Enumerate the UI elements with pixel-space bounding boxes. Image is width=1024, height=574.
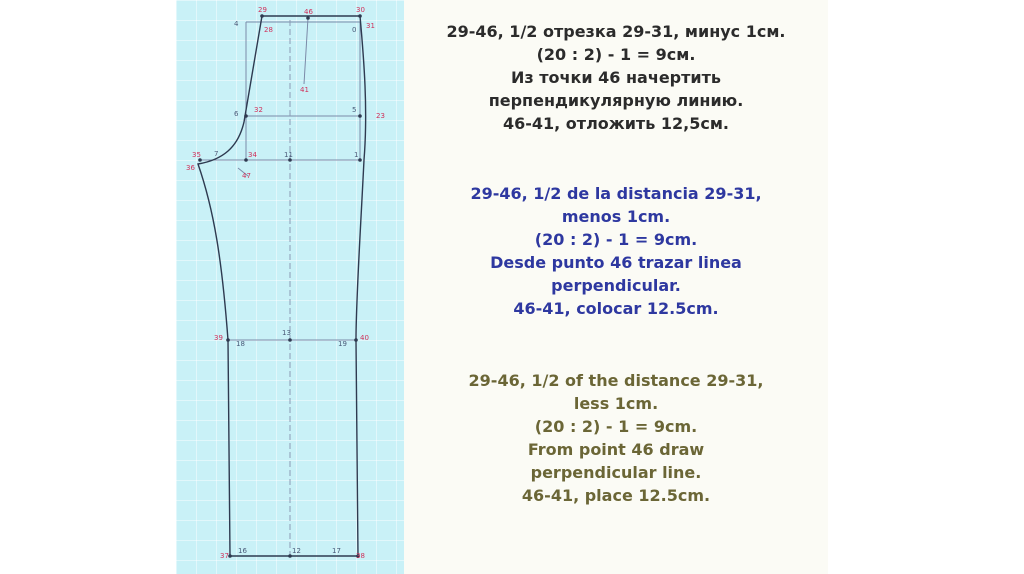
point-label-41: 41 xyxy=(300,86,309,94)
point-label-4: 4 xyxy=(234,20,239,28)
point-label-11: 11 xyxy=(284,151,293,159)
point-label-6: 6 xyxy=(234,110,239,118)
point-label-34: 34 xyxy=(248,151,257,159)
point-label-23: 23 xyxy=(376,112,385,120)
instruction-line: 46-41, отложить 12,5см. xyxy=(502,114,729,133)
point-label-5: 5 xyxy=(352,106,357,114)
point-label-7: 7 xyxy=(214,150,219,158)
point-label-28: 28 xyxy=(264,26,273,34)
point-label-29: 29 xyxy=(258,6,267,14)
instruction-line: perpendicular line. xyxy=(530,463,702,482)
instruction-line: (20 : 2) - 1 = 9cm. xyxy=(534,230,698,249)
point-label-35: 35 xyxy=(192,151,201,159)
point-label-31: 31 xyxy=(366,22,375,30)
instruction-line: 46-41, colocar 12.5cm. xyxy=(513,299,719,318)
instruction-line: Desde punto 46 trazar linea xyxy=(490,253,742,272)
point-label-12: 12 xyxy=(292,547,301,555)
instruction-line: Из точки 46 начертить xyxy=(511,68,721,87)
point-label-46: 46 xyxy=(304,8,313,16)
instruction-line: menos 1cm. xyxy=(561,207,671,226)
line-46-41 xyxy=(304,18,308,84)
point-label-0: 0 xyxy=(352,26,357,34)
point-label-30: 30 xyxy=(356,6,365,14)
russian-instructions xyxy=(404,20,828,135)
instruction-line: 29-46, 1/2 de la distancia 29-31, xyxy=(470,184,762,203)
point-label-13: 13 xyxy=(282,329,291,337)
point-label-40: 40 xyxy=(360,334,369,342)
instruction-line: 29-46, 1/2 отрезка 29-31, минус 1см. xyxy=(446,22,786,41)
point-label-16: 16 xyxy=(238,547,247,555)
trouser-pattern-diagram xyxy=(176,0,404,574)
instruction-line: less 1cm. xyxy=(573,394,659,413)
point-label-18: 18 xyxy=(236,340,245,348)
trouser-outline xyxy=(198,16,366,556)
english-instructions xyxy=(404,369,828,507)
instruction-line: perpendicular. xyxy=(551,276,681,295)
spanish-instructions xyxy=(404,182,828,320)
point-label-38: 38 xyxy=(356,552,365,560)
instruction-line: (20 : 2) - 1 = 9cm. xyxy=(534,417,698,436)
instruction-line: перпендикулярную линию. xyxy=(488,91,744,110)
instruction-line: 46-41, place 12.5cm. xyxy=(521,486,711,505)
point-label-19: 19 xyxy=(338,340,347,348)
point-label-1: 1 xyxy=(354,151,359,159)
instruction-line: (20 : 2) - 1 = 9см. xyxy=(536,45,696,64)
instruction-line: From point 46 draw xyxy=(527,440,705,459)
slide xyxy=(176,0,828,574)
point-label-36: 36 xyxy=(186,164,195,172)
point-label-47: 47 xyxy=(242,172,251,180)
instruction-line: 29-46, 1/2 of the distance 29-31, xyxy=(468,371,764,390)
pattern-panel xyxy=(176,0,404,574)
point-label-37: 37 xyxy=(220,552,229,560)
point-label-32: 32 xyxy=(254,106,263,114)
point-label-17: 17 xyxy=(332,547,341,555)
point-label-39: 39 xyxy=(214,334,223,342)
